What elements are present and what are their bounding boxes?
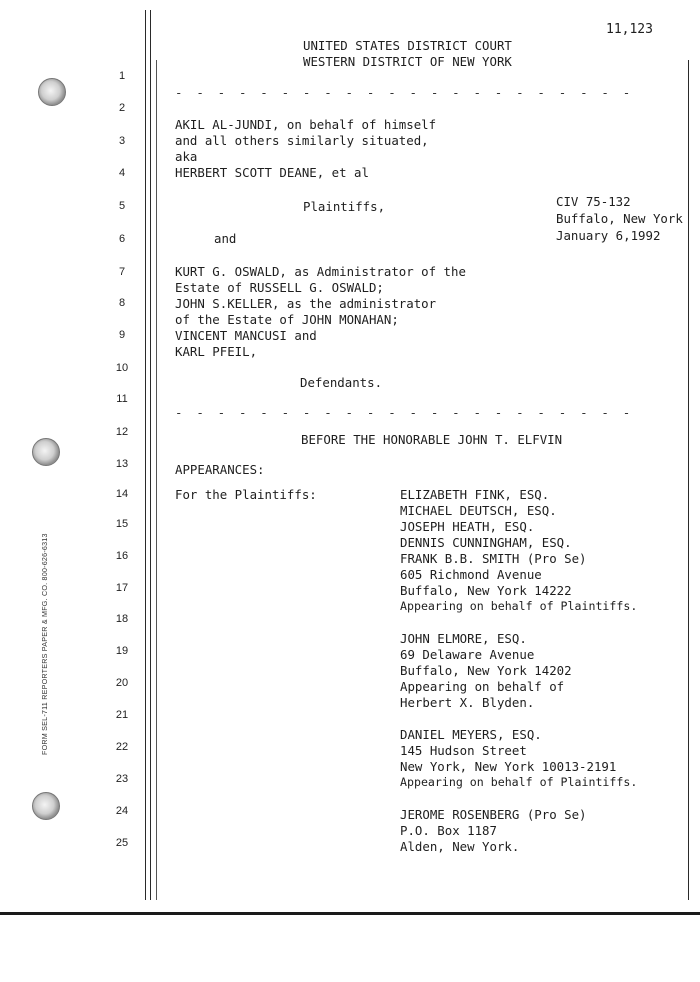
line-number: 25: [115, 837, 129, 849]
counsel-3-line-3: New York, New York 10013-2191: [400, 759, 617, 774]
counsel-1-line-6: 605 Richmond Avenue: [400, 567, 542, 582]
case-number: CIV 75-132: [556, 194, 631, 209]
counsel-2-line-3: Buffalo, New York 14202: [400, 663, 572, 678]
line-number: 23: [115, 773, 129, 785]
line-number: 3: [118, 135, 126, 147]
counsel-2-line-2: 69 Delaware Avenue: [400, 647, 535, 662]
line-number: 7: [118, 266, 126, 278]
counsel-4-line-2: P.O. Box 1187: [400, 823, 497, 838]
court-name-line-1: UNITED STATES DISTRICT COURT: [303, 38, 512, 53]
line-number: 12: [115, 426, 129, 438]
appearances-label: APPEARANCES:: [175, 462, 265, 477]
line-number: 9: [118, 329, 126, 341]
counsel-4-line-3: Alden, New York.: [400, 839, 520, 854]
counsel-2-line-5: Herbert X. Blyden.: [400, 695, 535, 710]
left-margin-rule-third: [156, 60, 157, 900]
line-number: 5: [118, 200, 126, 212]
binder-hole-middle: [32, 438, 60, 466]
counsel-2-line-4: Appearing on behalf of: [400, 679, 565, 694]
counsel-3-line-4: Appearing on behalf of Plaintiffs.: [400, 775, 638, 789]
plaintiff-line-2: and all others similarly situated,: [175, 133, 429, 148]
and-label: and: [214, 231, 237, 246]
line-number: 20: [115, 677, 129, 689]
line-number: 1: [118, 70, 126, 82]
counsel-1-line-8: Appearing on behalf of Plaintiffs.: [400, 599, 638, 613]
case-date: January 6,1992: [556, 228, 661, 243]
court-name-line-2: WESTERN DISTRICT OF NEW YORK: [303, 54, 512, 69]
separator-bottom: - - - - - - - - - - - - - - - - - - - - - -: [175, 405, 634, 420]
line-number: 13: [115, 458, 129, 470]
case-place: Buffalo, New York: [556, 211, 683, 226]
counsel-1-line-4: DENNIS CUNNINGHAM, ESQ.: [400, 535, 572, 550]
plaintiffs-label: Plaintiffs,: [303, 199, 386, 214]
line-number: 24: [115, 805, 129, 817]
line-number: 6: [118, 233, 126, 245]
form-footer-text: FORM SEL-711 REPORTERS PAPER & MFG. CO. 800-626-6313: [40, 533, 49, 755]
separator-top: - - - - - - - - - - - - - - - - - - - - - -: [175, 85, 634, 100]
counsel-2-line-1: JOHN ELMORE, ESQ.: [400, 631, 527, 646]
line-number: 10: [115, 362, 129, 374]
line-number: 14: [115, 488, 129, 500]
page-number: 11,123: [606, 22, 653, 37]
defendant-line-3: JOHN S.KELLER, as the administrator: [175, 296, 437, 311]
bottom-rule: [0, 912, 700, 915]
line-number: 2: [118, 102, 126, 114]
line-number: 17: [115, 582, 129, 594]
left-margin-rule-outer: [145, 10, 146, 900]
line-number: 18: [115, 613, 129, 625]
counsel-1-line-5: FRANK B.B. SMITH (Pro Se): [400, 551, 587, 566]
line-number: 22: [115, 741, 129, 753]
line-number: 15: [115, 518, 129, 530]
counsel-1-line-7: Buffalo, New York 14222: [400, 583, 572, 598]
right-margin-rule: [688, 60, 689, 900]
plaintiff-line-1: AKIL AL-JUNDI, on behalf of himself: [175, 117, 437, 132]
line-number: 4: [118, 167, 126, 179]
plaintiff-line-4: HERBERT SCOTT DEANE, et al: [175, 165, 369, 180]
defendant-line-5: VINCENT MANCUSI and: [175, 328, 317, 343]
counsel-1-line-3: JOSEPH HEATH, ESQ.: [400, 519, 535, 534]
defendant-line-6: KARL PFEIL,: [175, 344, 258, 359]
left-margin-rule-inner: [150, 10, 151, 900]
counsel-3-line-2: 145 Hudson Street: [400, 743, 527, 758]
line-number: 11: [116, 393, 128, 405]
defendant-line-4: of the Estate of JOHN MONAHAN;: [175, 312, 399, 327]
counsel-1-line-1: ELIZABETH FINK, ESQ.: [400, 487, 550, 502]
counsel-4-line-1: JEROME ROSENBERG (Pro Se): [400, 807, 587, 822]
line-number: 16: [115, 550, 129, 562]
line-number: 8: [118, 297, 126, 309]
for-plaintiffs-label: For the Plaintiffs:: [175, 487, 317, 502]
plaintiff-line-3: aka: [175, 149, 198, 164]
line-number: 21: [115, 709, 129, 721]
counsel-3-line-1: DANIEL MEYERS, ESQ.: [400, 727, 542, 742]
defendant-line-1: KURT G. OSWALD, as Administrator of the: [175, 264, 466, 279]
defendants-label: Defendants.: [300, 375, 383, 390]
counsel-1-line-2: MICHAEL DEUTSCH, ESQ.: [400, 503, 557, 518]
judge-line: BEFORE THE HONORABLE JOHN T. ELFVIN: [301, 432, 563, 447]
binder-hole-top: [38, 78, 66, 106]
defendant-line-2: Estate of RUSSELL G. OSWALD;: [175, 280, 384, 295]
binder-hole-bottom: [32, 792, 60, 820]
line-number: 19: [115, 645, 129, 657]
